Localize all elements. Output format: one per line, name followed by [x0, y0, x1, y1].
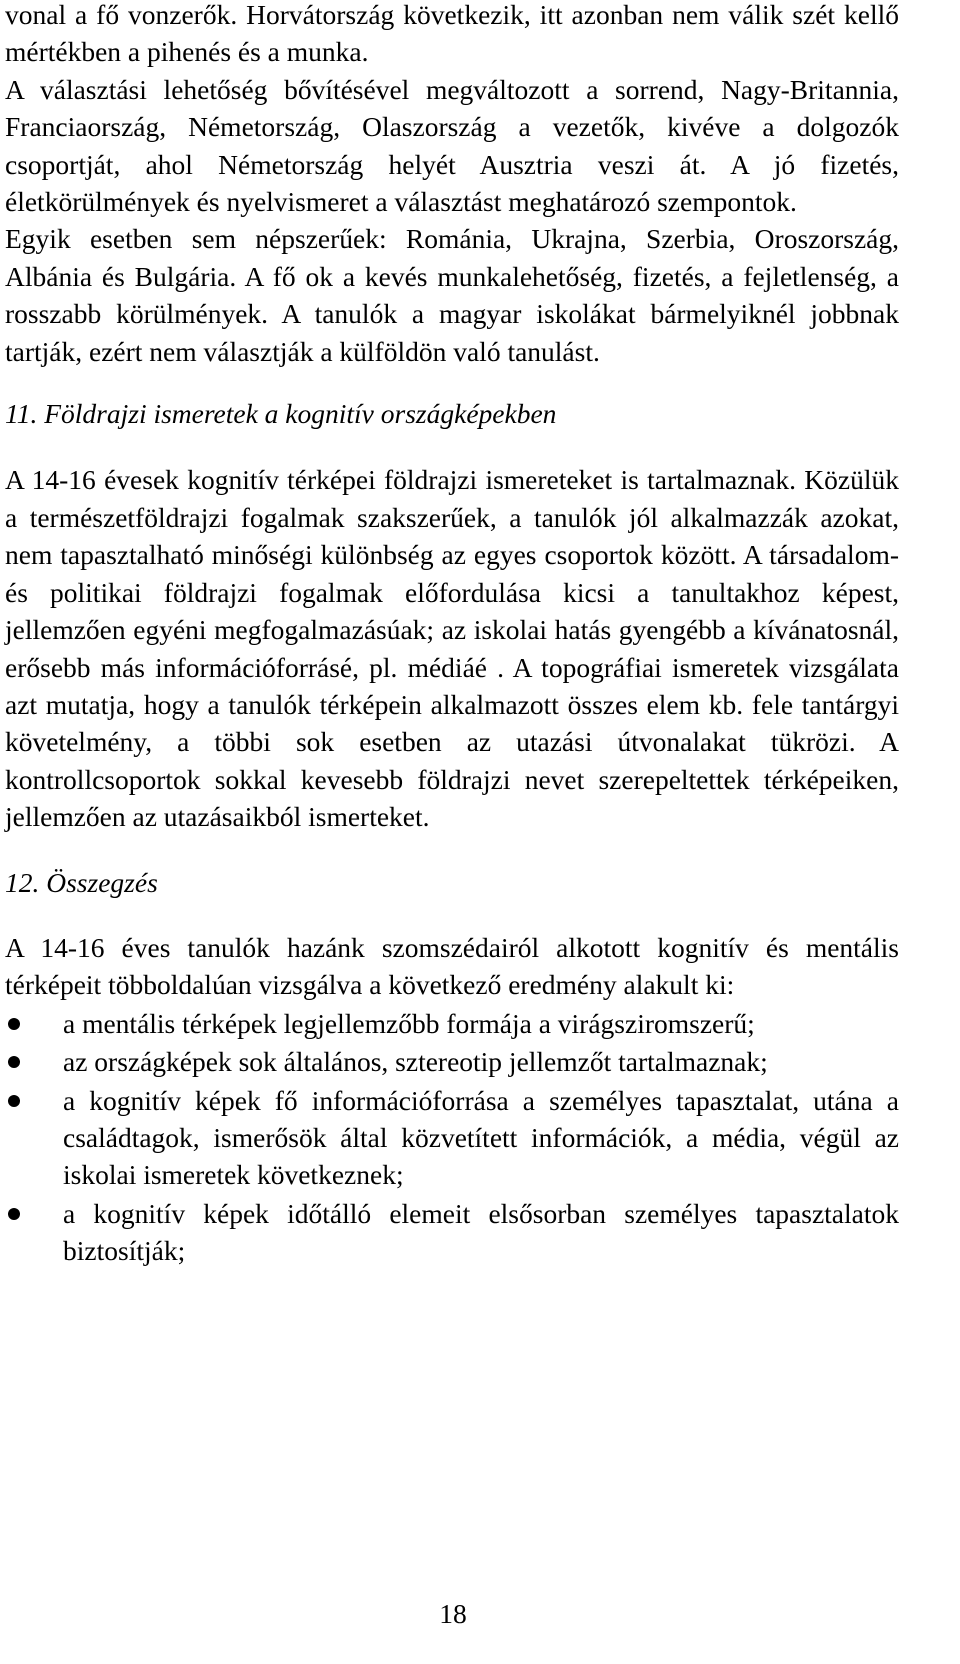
bullet-icon [8, 1056, 20, 1068]
section-12-body: A 14-16 éves tanulók hazánk szomszédairól alkotott kognitív és mentális térképeit többoldalúan vizsgálva a következő eredmény alakult ki: [5, 931, 899, 1001]
paragraph-unpopular-countries: Egyik esetben sem népszerűek: Románia, Ukrajna, Szerbia, Oroszország, Albánia és Bulgária. A fő ok a kevés munkalehetőség, fizetés, a fejletlenség, a rosszabb körülmények. A tanulók a magyar iskolákat bármelyiknél jobbnak tartják, ezért nem választják a külföldön való tanulást. [5, 223, 899, 367]
list-item-text: az országképek sok általános, sztereotip jellemzőt tartalmaznak; [63, 1046, 768, 1078]
summary-bullet-list [5, 1004, 899, 1270]
list-item [5, 1042, 899, 1080]
bullet-icon [8, 1208, 20, 1220]
list-item-text: a kognitív képek időtálló elemeit elsősorban személyes tapasztalatok biztosítják; [63, 1197, 899, 1267]
list-item [5, 1081, 899, 1194]
bullet-icon [8, 1018, 20, 1030]
list-item-text: a mentális térképek legjellemzőbb formája a virágsziromszerű; [63, 1007, 755, 1039]
paragraph-country-preferences: A választási lehetőség bővítésével megváltozott a sorrend, Nagy-Britannia, Franciaország, Németország, Olaszország a vezetők, kivéve a dolgozók csoportját, ahol Németország helyét Ausztria veszi át. A jó fizetés, életkörülmények és nyelvismeret a választást meghatározó szempontok. [5, 73, 899, 218]
list-item [5, 1004, 899, 1042]
paragraph-intro-continuation: vonal a fő vonzerők. Horvátország következik, itt azonban nem válik szét kellő mértékben a pihenés és a munka. [5, 0, 899, 68]
document-page [5, 0, 899, 1270]
page-number: 18 [439, 1598, 467, 1629]
list-item [5, 1194, 899, 1270]
section-12-heading: 12. Összegzés [5, 866, 158, 898]
section-11-heading: 11. Földrajzi ismeretek a kognitív országképekben [5, 398, 557, 430]
bullet-icon [8, 1095, 20, 1107]
section-11-body: A 14-16 évesek kognitív térképei földrajzi ismereteket is tartalmaznak. Közülük a természetföldrajzi fogalmak szakszerűek, a tanulók jól alkalmazzák azokat, nem tapasztalható minőségi különbség az egyes csoportok között. A társadalom- és politikai földrajzi fogalmak előfordulása kicsi a tanultakhoz képest, jellemzően egyéni megfogalmazásúak; az iskolai hatás gyengébb a kívánatosnál, erősebb más információforrásé, pl. médiáé . A topográfiai ismeretek vizsgálata azt mutatja, hogy a tanulók térképein alkalmazott összes elem kb. fele tantárgyi követelmény, a többi sok esetben az utazási útvonalakat tükrözi. A kontrollcsoportok sokkal kevesebb földrajzi nevet szerepeltettek térképeiken, jellemzően az utazásaikból ismerteket. [5, 464, 899, 833]
list-item-text: a kognitív képek fő információforrása a személyes tapasztalat, utána a családtagok, ismerősök által közvetített információk, a média, végül az iskolai ismeretek következnek; [63, 1084, 899, 1191]
